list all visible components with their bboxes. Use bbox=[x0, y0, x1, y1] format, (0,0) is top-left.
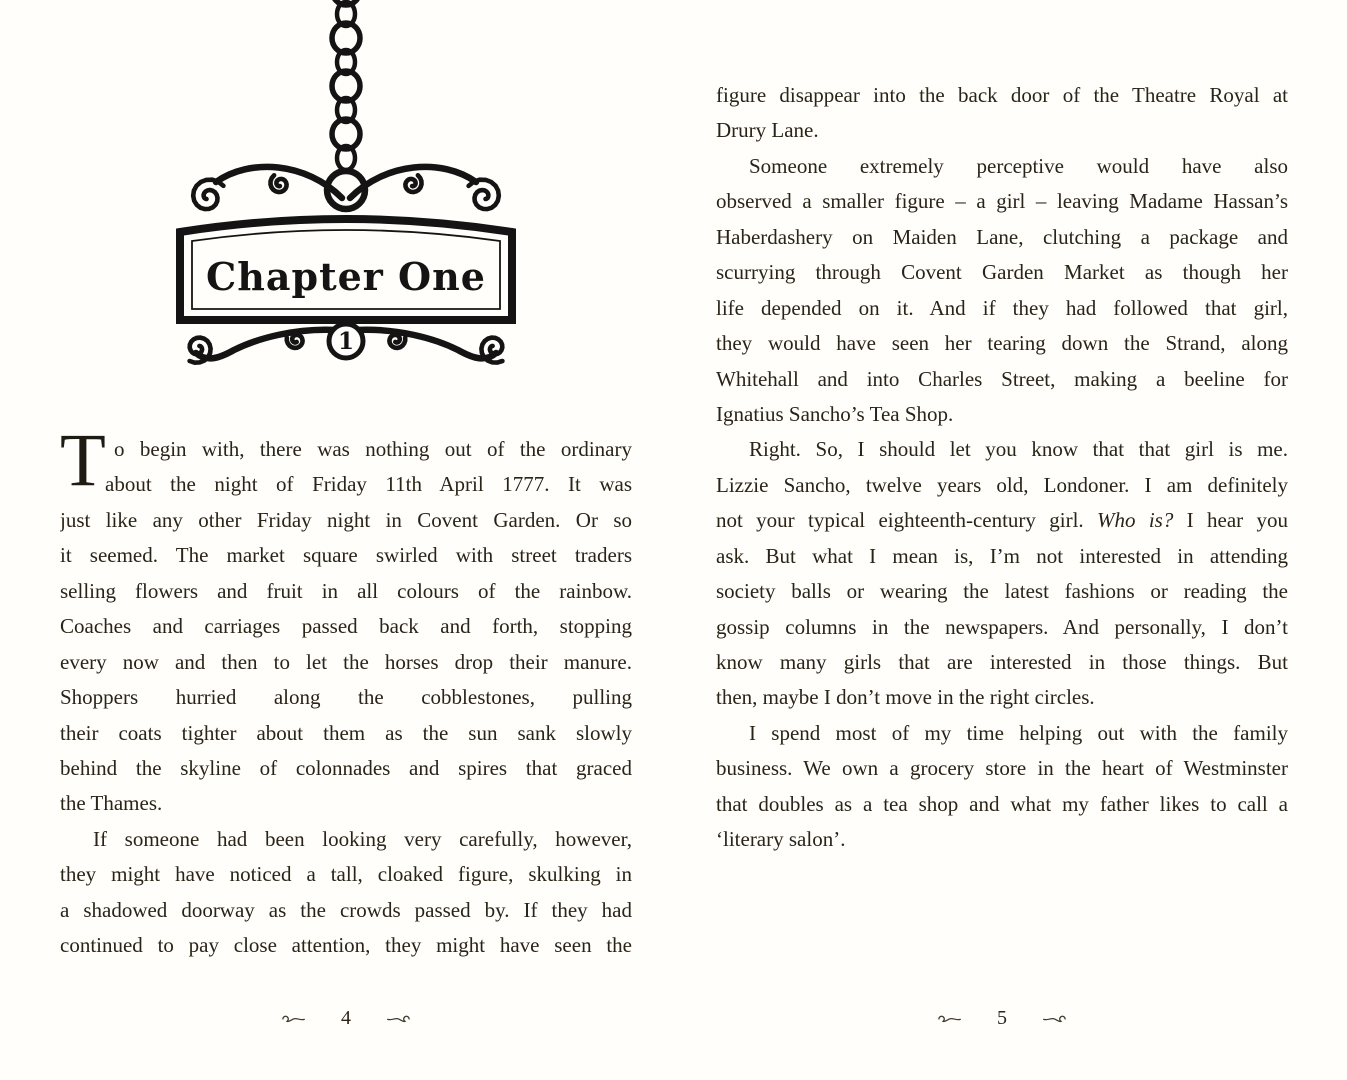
text-line: every now and then to let the horses drop their manure. bbox=[60, 649, 632, 674]
text-line: the Thames. bbox=[60, 791, 163, 816]
page-number: 4 bbox=[341, 1006, 351, 1029]
text-line: not your typical eighteenth-century girl. Who is? I hear you bbox=[716, 508, 1288, 533]
text-line: they would have seen her tearing down the Strand, along bbox=[716, 331, 1288, 356]
text-line: just like any other Friday night in Covent Garden. Or so bbox=[60, 507, 632, 532]
swirl-flourish-left-icon bbox=[936, 1011, 963, 1026]
swirl-flourish-left-icon bbox=[280, 1011, 307, 1026]
chapter-sign-svg bbox=[146, 0, 546, 385]
text-line: Drury Lane. bbox=[716, 118, 819, 143]
text-line: a shadowed doorway as the crowds passed by. If they had bbox=[60, 897, 632, 922]
text-line: Coaches and carriages passed back and forth, stopping bbox=[60, 614, 632, 639]
text-line: continued to pay close attention, they might have seen the bbox=[60, 933, 632, 958]
text-line: scurrying through Covent Garden Market as though her bbox=[716, 260, 1288, 285]
chapter-sign-illustration bbox=[146, 0, 546, 385]
text-line: then, maybe I don’t move in the right circles. bbox=[716, 685, 1095, 710]
chapter-number: 1 bbox=[337, 328, 355, 355]
text-line: behind the skyline of colonnades and spires that graced bbox=[60, 755, 632, 780]
text-line: that doubles as a tea shop and what my father likes to call a bbox=[716, 791, 1288, 816]
swirl-flourish-right-icon bbox=[1041, 1011, 1068, 1026]
drop-cap: T bbox=[60, 419, 106, 502]
left-page-text bbox=[60, 419, 632, 964]
text-line: gossip columns in the newspapers. And personally, I don’t bbox=[716, 614, 1288, 639]
text-line: Haberdashery on Maiden Lane, clutching a package and bbox=[716, 224, 1288, 249]
text-line: Someone extremely perceptive would have also bbox=[749, 153, 1288, 178]
text-line: business. We own a grocery store in the heart of Westminster bbox=[716, 756, 1288, 781]
text-line: Lizzie Sancho, twelve years old, Londoner. I am definitely bbox=[716, 472, 1288, 497]
text-line: Right. So, I should let you know that that girl is me. bbox=[749, 437, 1288, 462]
text-line: life depended on it. And if they had followed that girl, bbox=[716, 295, 1288, 320]
chain-icon bbox=[332, 0, 360, 170]
text-line: Whitehall and into Charles Street, making a beeline for bbox=[716, 366, 1288, 391]
text-line: ask. But what I mean is, I’m not interested in attending bbox=[716, 543, 1288, 568]
text-line: Ignatius Sancho’s Tea Shop. bbox=[716, 401, 954, 426]
right-page-text bbox=[716, 78, 1288, 858]
text-line: Shoppers hurried along the cobblestones, pulling bbox=[60, 685, 632, 710]
text-line: about the night of Friday 11th April 1777. It was bbox=[105, 472, 632, 497]
text-line: figure disappear into the back door of the Theatre Royal at bbox=[716, 83, 1288, 107]
right-page-footer bbox=[716, 1002, 1288, 1034]
page-left bbox=[60, 0, 632, 1080]
left-page-footer bbox=[60, 1002, 632, 1034]
text-line: know many girls that are interested in those things. But bbox=[716, 650, 1288, 674]
text-line: I spend most of my time helping out with the family bbox=[749, 720, 1288, 745]
text-line: o begin with, there was nothing out of the ordinary bbox=[114, 437, 632, 461]
text-line: their coats tighter about them as the sun sank slowly bbox=[60, 720, 632, 745]
page-number: 5 bbox=[997, 1006, 1007, 1029]
swirl-flourish-right-icon bbox=[385, 1011, 412, 1026]
text-line: society balls or wearing the latest fashions or reading the bbox=[716, 579, 1288, 604]
text-line: it seemed. The market square swirled with street traders bbox=[60, 543, 632, 568]
text-line: ‘literary salon’. bbox=[716, 827, 846, 852]
text-line: If someone had been looking very carefully, however, bbox=[93, 826, 632, 851]
page-right bbox=[716, 0, 1288, 1080]
text-line: they might have noticed a tall, cloaked figure, skulking in bbox=[60, 862, 632, 887]
text-line: selling flowers and fruit in all colours of the rainbow. bbox=[60, 578, 632, 603]
chapter-sign-title: Chapter One bbox=[206, 254, 486, 299]
text-line: observed a smaller figure – a girl – leaving Madame Hassan’s bbox=[716, 189, 1288, 214]
